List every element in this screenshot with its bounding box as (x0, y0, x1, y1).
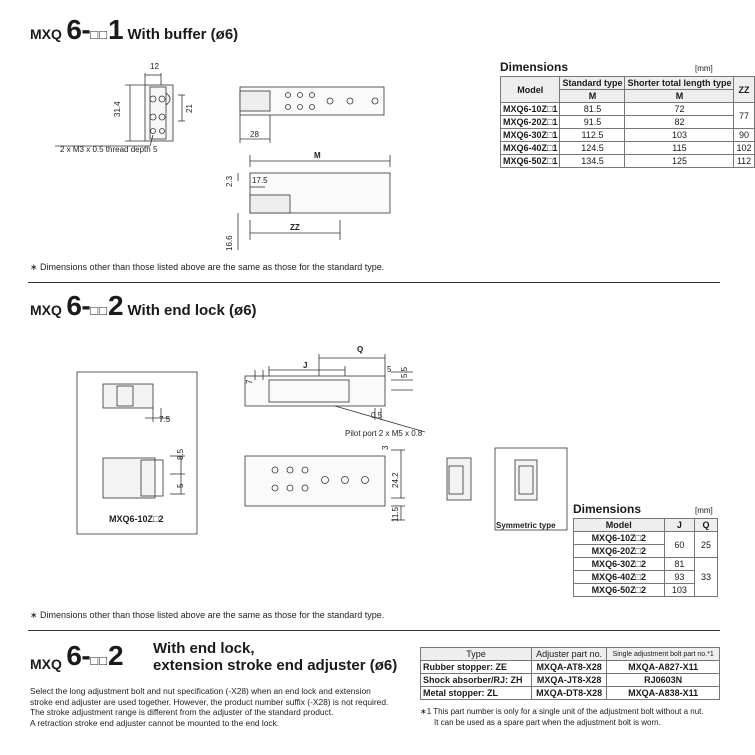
note-2: ∗ Dimensions other than those listed above are the same as those for the standard type. (30, 610, 385, 620)
footnote (420, 706, 704, 728)
dim-21: 21 (185, 104, 194, 113)
end-lock-drawing (75, 340, 575, 550)
cell-zz: 102 (734, 142, 754, 155)
title-prefix: MXQ (30, 302, 62, 318)
cell-type: Shock absorber/RJ: ZH (421, 674, 532, 687)
dim-5a: 5 (387, 365, 392, 374)
table-row (421, 687, 720, 700)
cell-zz: 77 (734, 103, 754, 129)
cell-single-bolt: MXQA-A827-X11 (607, 661, 720, 674)
col-m1: M (560, 90, 625, 103)
title-boxes: □□ (90, 653, 108, 668)
title-number: 6- (66, 290, 91, 321)
col-q: Q (695, 519, 718, 532)
cell-j: 93 (664, 571, 695, 584)
cell-zz: 90 (734, 129, 754, 142)
col-adjuster: Adjuster part no. (531, 648, 606, 661)
cell-j: 81 (664, 558, 695, 571)
table-row (501, 129, 755, 142)
title-number: 6- (66, 640, 91, 671)
table-row (421, 674, 720, 687)
unit-label-1: [mm] (695, 64, 713, 73)
dim-7-5: 7.5 (159, 415, 171, 424)
dim-16-6: 16.6 (225, 235, 234, 251)
dimensions-label-1: Dimensions (500, 60, 569, 74)
title-suffix: 1 (107, 14, 124, 45)
unit-label-2: [mm] (695, 506, 713, 515)
table-row (574, 532, 718, 545)
table-row (501, 155, 755, 168)
col-model: Model (501, 77, 560, 103)
model-label: MXQ6-10Z□2 (109, 514, 164, 524)
cell-adjuster: MXQA-DT8-X28 (531, 687, 606, 700)
cell-m-std: 124.5 (560, 142, 625, 155)
col-model: Model (574, 519, 665, 532)
title-text: With end lock (ø6) (127, 302, 257, 319)
cell-model: MXQ6-30Z□2 (574, 558, 665, 571)
dim-2-3: 2.3 (225, 175, 234, 187)
dim-11-5: 11.5 (391, 507, 400, 522)
dim-31-4: 31.4 (113, 101, 122, 117)
table-row (501, 103, 755, 116)
col-j: J (664, 519, 695, 532)
col-zz: ZZ (734, 77, 754, 103)
title-suffix: 2 (107, 290, 124, 321)
dim-17-5: 17.5 (252, 176, 268, 185)
title-boxes: □□ (90, 303, 108, 318)
cell-q: 33 (695, 558, 718, 597)
dim-12: 12 (150, 62, 159, 71)
note-1: ∗ Dimensions other than those listed above are the same as those for the standard type. (30, 262, 385, 272)
cell-model: MXQ6-10Z□2 (574, 532, 665, 545)
title-suffix: 2 (107, 640, 124, 671)
cell-q: 25 (695, 532, 718, 558)
cell-m-std: 112.5 (560, 129, 625, 142)
cell-m-std: 91.5 (560, 116, 625, 129)
col-std: Standard type (560, 77, 625, 90)
pilot-port-label: Pilot port 2 x M5 x 0.8 (345, 429, 423, 438)
adjuster-table (420, 647, 720, 700)
dim-ZZ: ZZ (290, 223, 300, 232)
section3-paragraph (30, 686, 415, 728)
title-text: With buffer (ø6) (127, 26, 239, 43)
dim-J: J (303, 361, 308, 370)
para-line: stroke end adjuster are used together. However, the product number suffix (-X28) is not required. (30, 696, 389, 707)
para-line: The stroke adjustment range is different from the adjuster of the standard product. (30, 707, 334, 717)
cell-model: MXQ6-10Z□1 (501, 103, 560, 116)
section3-title-text (153, 640, 397, 674)
dim-3: 3 (381, 445, 390, 450)
cell-model: MXQ6-50Z□1 (501, 155, 560, 168)
table-row (501, 116, 755, 129)
cell-m-short: 103 (625, 129, 734, 142)
cell-single-bolt: MXQA-A838-X11 (607, 687, 720, 700)
dim-8-5: 8.5 (176, 448, 185, 460)
cell-adjuster: MXQA-JT8-X28 (531, 674, 606, 687)
para-line: A retraction stroke end adjuster cannot be mounted to the end lock. (30, 717, 280, 728)
footnote-line1: ∗1 This part number is only for a single unit of the adjustment bolt without a nut. (420, 707, 704, 716)
title-boxes: □□ (90, 27, 108, 42)
cell-m-short: 115 (625, 142, 734, 155)
cell-m-short: 72 (625, 103, 734, 116)
section3-title (30, 640, 123, 672)
title-prefix: MXQ (30, 656, 62, 672)
para-line: Select the long adjustment bolt and nut specification (-X28) when an end lock and extension (30, 686, 371, 696)
cell-single-bolt: RJ0603N (607, 674, 720, 687)
title-number: 6- (66, 14, 91, 45)
title-line1: With end lock, (153, 640, 255, 657)
cell-model: MXQ6-20Z□2 (574, 545, 665, 558)
cell-model: MXQ6-20Z□1 (501, 116, 560, 129)
dim-7: 7 (245, 379, 254, 384)
col-type: Type (421, 648, 532, 661)
col-m2: M (625, 90, 734, 103)
table-row (421, 661, 720, 674)
section1-title (30, 14, 238, 46)
dim-28: 28 (250, 130, 259, 139)
cell-model: MXQ6-30Z□1 (501, 129, 560, 142)
cell-type: Metal stopper: ZL (421, 687, 532, 700)
cell-adjuster: MXQA-AT8-X28 (531, 661, 606, 674)
divider-2 (28, 630, 720, 631)
table-row (501, 142, 755, 155)
footnote-line2: It can be used as a spare part when the adjustment bolt is worn. (434, 718, 661, 727)
cell-m-std: 134.5 (560, 155, 625, 168)
end-lock-dimensions-table (573, 518, 718, 597)
dim-Q: Q (357, 345, 364, 354)
section2-title (30, 290, 257, 322)
buffer-drawing (50, 55, 410, 255)
title-prefix: MXQ (30, 26, 62, 42)
col-single-bolt: Single adjustment bolt part no.*1 (607, 648, 720, 661)
cell-model: MXQ6-40Z□2 (574, 571, 665, 584)
dim-24-2: 24.2 (391, 472, 400, 488)
dimensions-label-2: Dimensions (573, 502, 642, 516)
cell-model: MXQ6-40Z□1 (501, 142, 560, 155)
cell-m-short: 82 (625, 116, 734, 129)
divider-1 (28, 282, 720, 283)
cell-m-std: 81.5 (560, 103, 625, 116)
cell-j: 103 (664, 584, 695, 597)
buffer-dimensions-table (500, 76, 755, 168)
dim-5-5: 5.5 (400, 366, 409, 378)
table-row (574, 558, 718, 571)
dim-M: M (314, 151, 321, 160)
dim-5b: 5 (176, 483, 185, 488)
cell-zz: 112 (734, 155, 754, 168)
cell-j: 60 (664, 532, 695, 558)
dim-0-5: 0.5 (371, 411, 383, 420)
cell-type: Rubber stopper: ZE (421, 661, 532, 674)
thread-label: 2 x M3 x 0.5 thread depth 5 (60, 145, 158, 154)
col-short: Shorter total length type (625, 77, 734, 90)
title-line2: extension stroke end adjuster (ø6) (153, 657, 398, 674)
cell-m-short: 125 (625, 155, 734, 168)
cell-model: MXQ6-50Z□2 (574, 584, 665, 597)
symmetric-type-label: Symmetric type (496, 521, 556, 530)
